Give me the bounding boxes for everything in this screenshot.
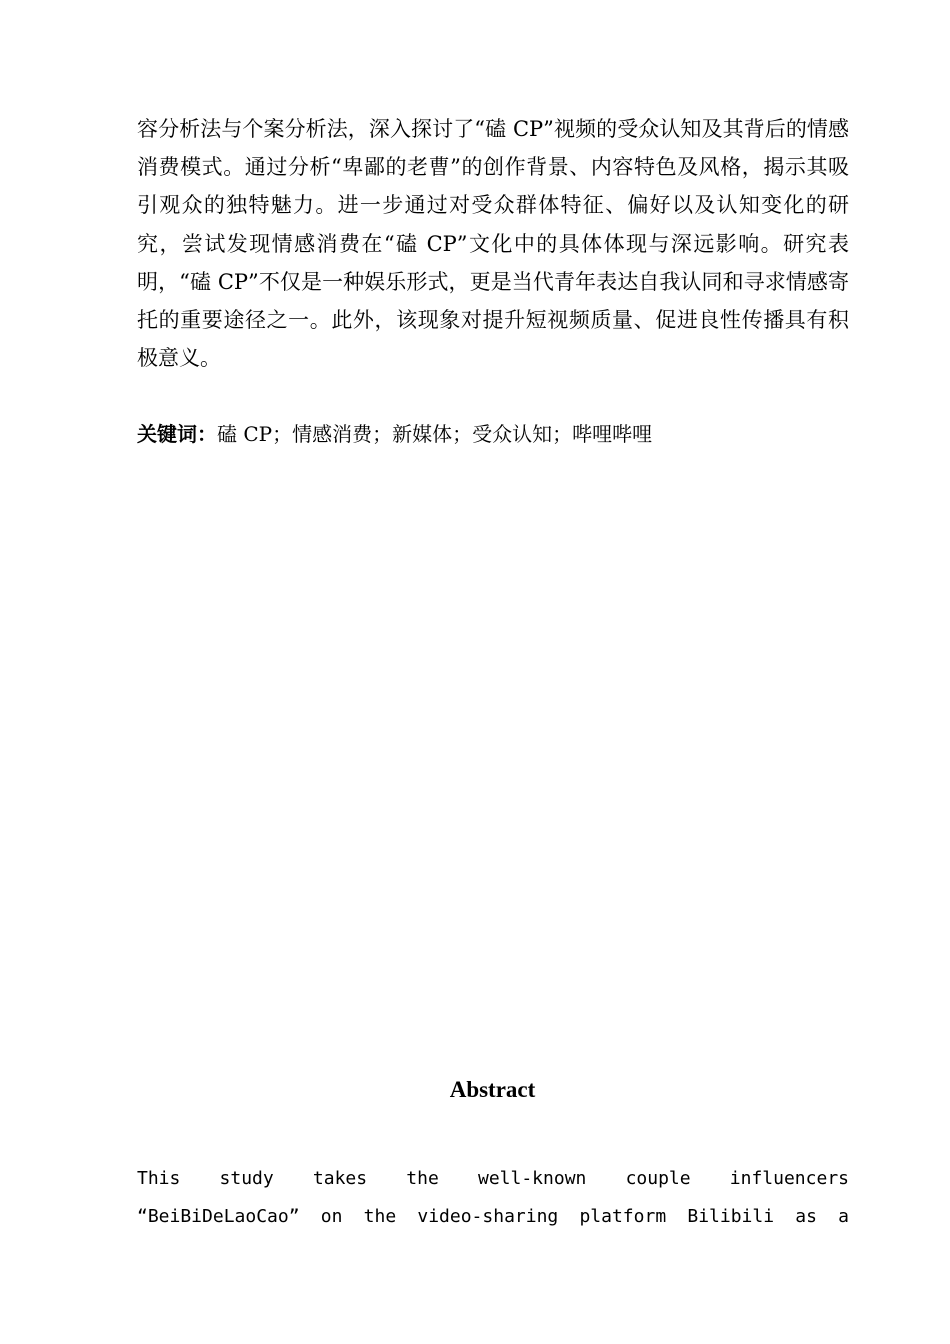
keywords-line bbox=[137, 417, 849, 451]
chinese-abstract-paragraph: 容分析法与个案分析法，深入探讨了“磕 CP”视频的受众认知及其背后的情感消费模式。通过分析“卑鄙的老曹”的创作背景、内容特色及风格，揭示其吸引观众的独特魅力。进一步通过对受众群体特征、偏好以及认知变化的研究，尝试发现情感消费在“磕 CP”文化中的具体体现与深远影响。研究表明，“磕 CP”不仅是一种娱乐形式，更是当代青年表达自我认同和寻求情感寄托的重要途径之一。此外，该现象对提升短视频质量、促进良性传播具有积极意义。 bbox=[137, 117, 849, 371]
keywords-label: 关键词： bbox=[137, 422, 217, 446]
english-abstract-paragraph: This study takes the well-known couple influencers “BeiBiDeLaoCao” on the video-sharing platform Bilibili as a bbox=[137, 1168, 849, 1227]
keywords-value: 磕 CP；情感消费；新媒体；受众认知；哔哩哔哩 bbox=[217, 422, 653, 446]
abstract-heading: Abstract bbox=[449, 1077, 536, 1102]
